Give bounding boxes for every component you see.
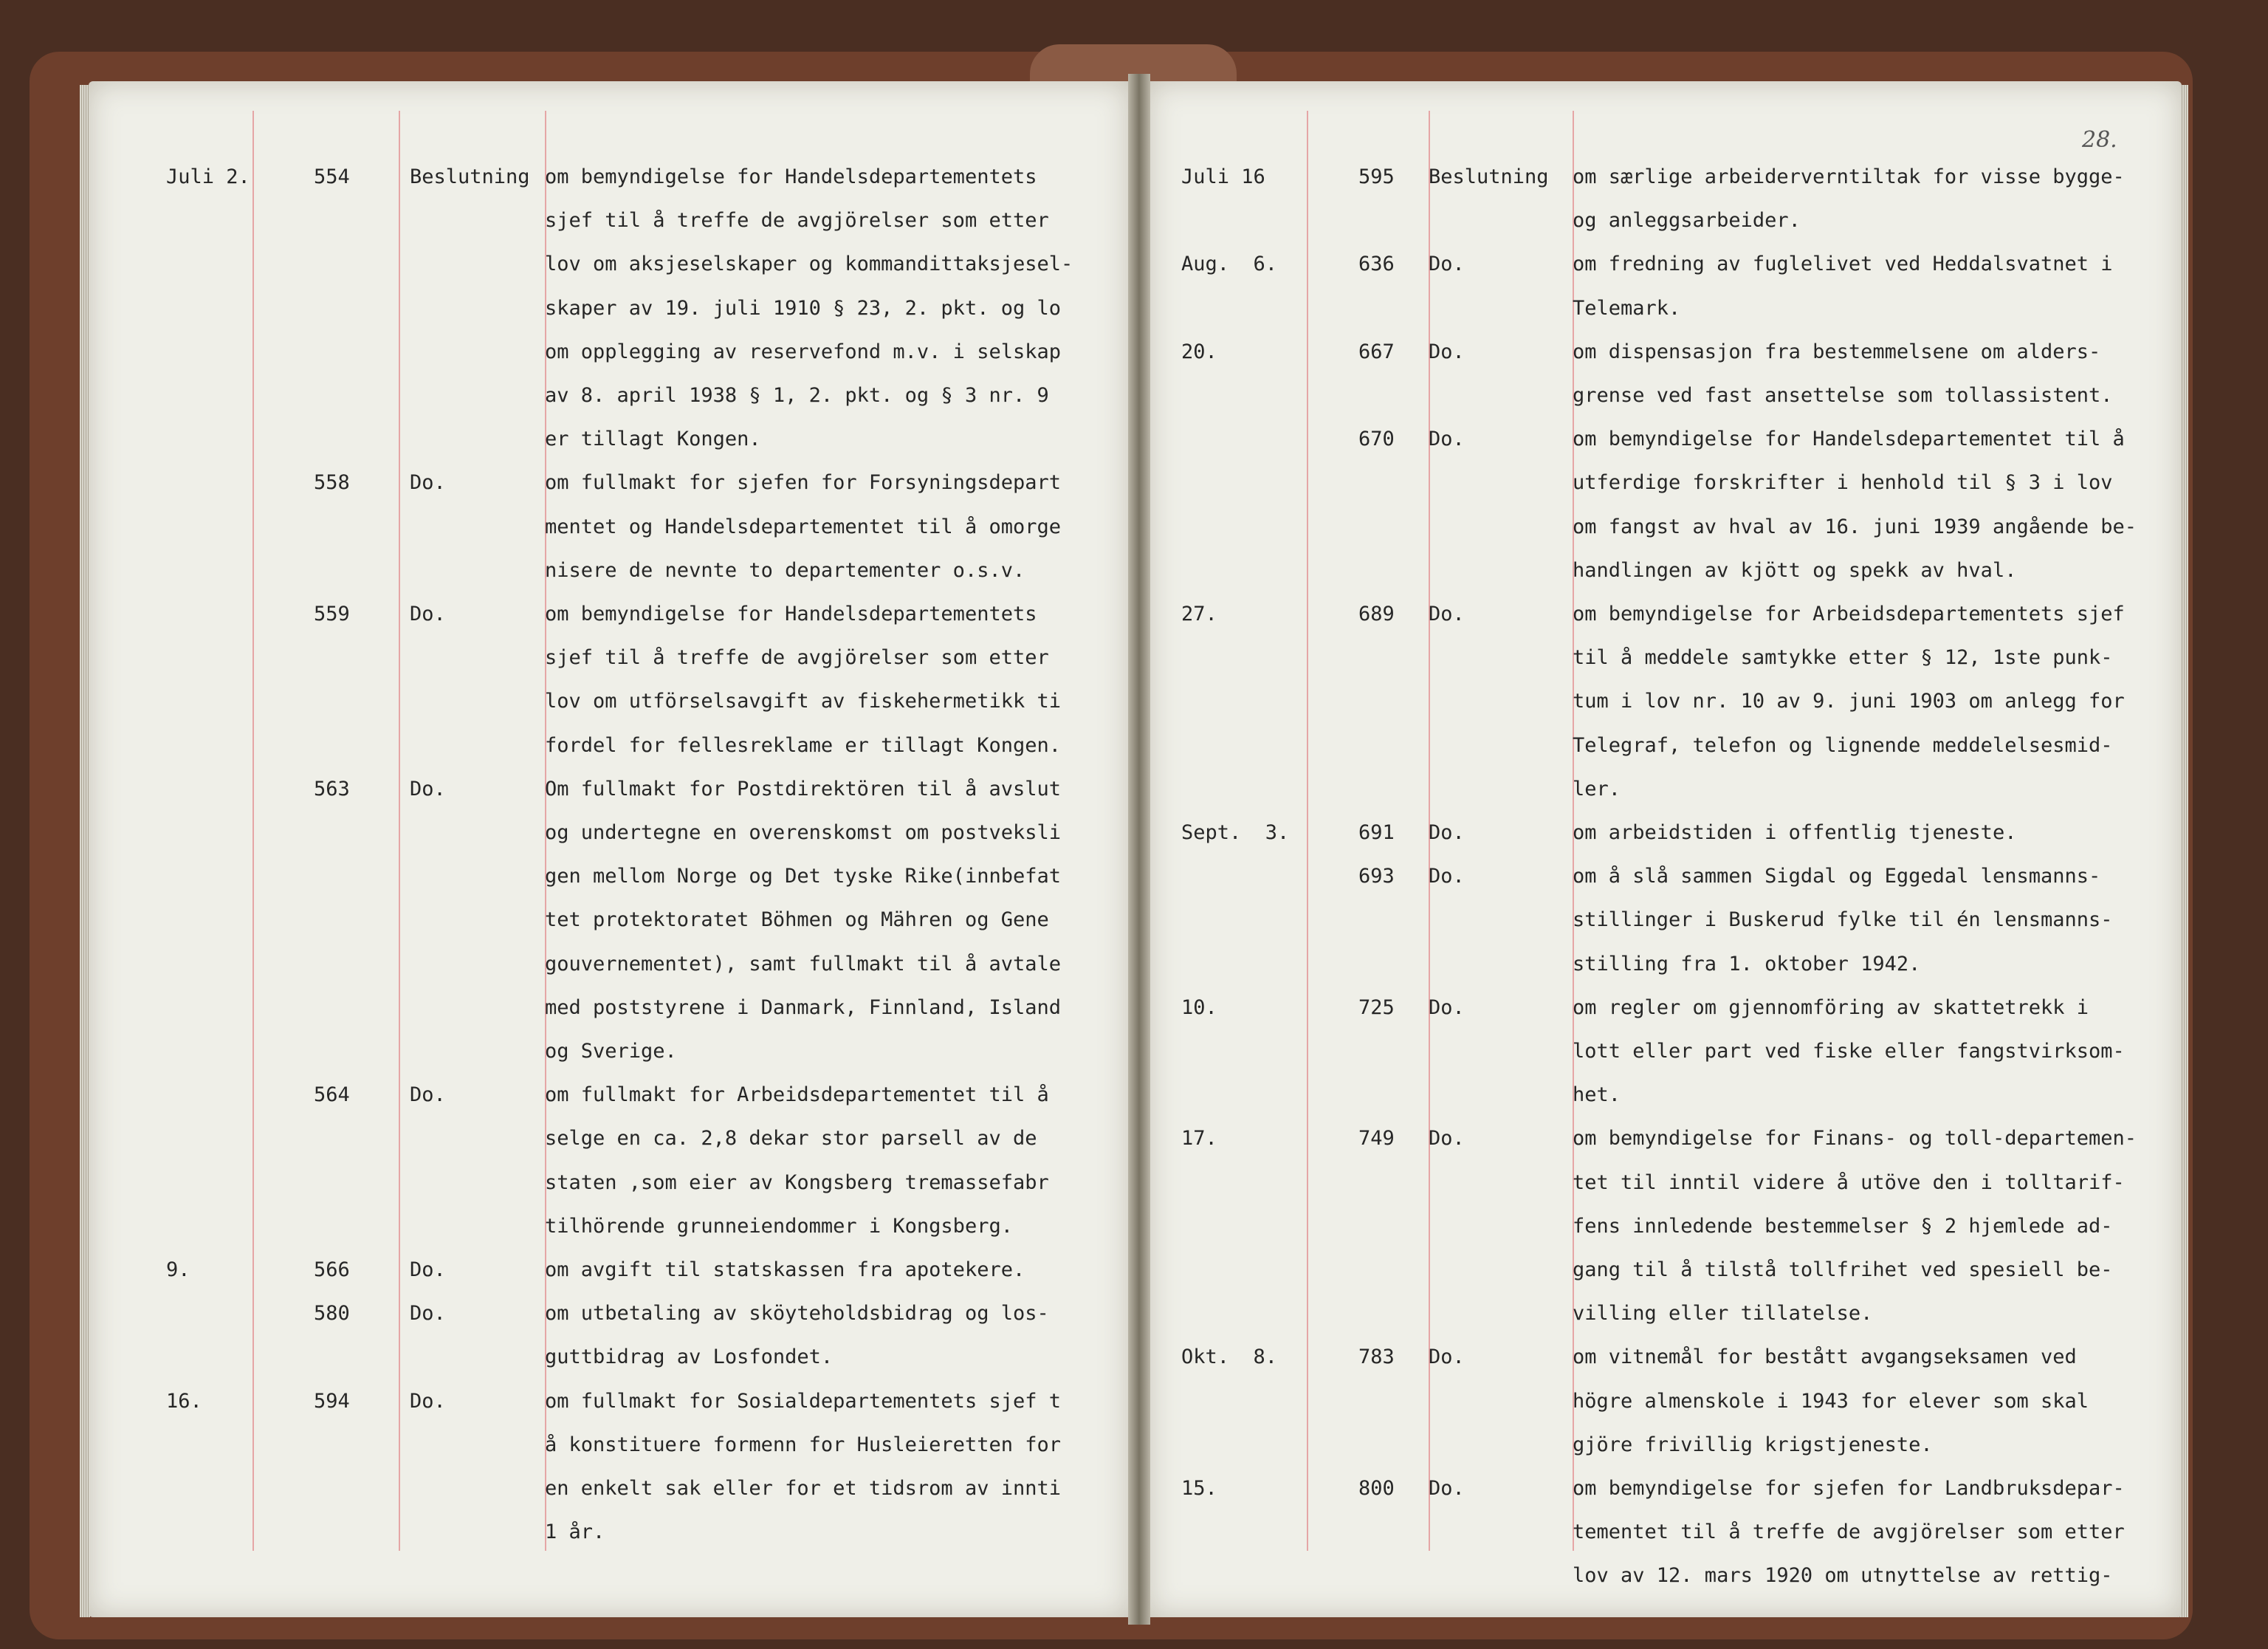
row-text: nisere de nevnte to departementer o.s.v.	[545, 558, 1025, 582]
row-type: Do.	[1429, 428, 1465, 451]
row-text: lov om utförselsavgift av fiskehermetikk ti	[545, 690, 1061, 713]
row-text: om opplegging av reservefond m.v. i selskap	[545, 340, 1061, 363]
row-text: Om fullmakt for Postdirektören til å avslut	[545, 777, 1061, 800]
row-number: 580	[314, 1302, 350, 1326]
row-text: tementet til å treffe de avgjörelser som etter	[1573, 1521, 2125, 1544]
book-gutter	[1128, 74, 1150, 1625]
page-number: 28.	[2082, 127, 2117, 153]
row-text: handlingen av kjött og spekk av hval.	[1573, 558, 2017, 582]
row-type: Do.	[1429, 253, 1465, 276]
row-date: 15.	[1181, 1477, 1217, 1500]
row-text: fens innledende bestemmelser § 2 hjemlede ad-	[1573, 1214, 2113, 1238]
row-date: 20.	[1181, 340, 1217, 363]
row-number: 691	[1358, 821, 1395, 844]
row-text: stilling fra 1. oktober 1942.	[1573, 952, 1921, 976]
row-text: om avgift til statskassen fra apotekere.	[545, 1258, 1025, 1281]
row-text: tet til inntil videre å utöve den i tolltarif-	[1573, 1170, 2125, 1194]
row-text: het.	[1573, 1083, 1621, 1107]
row-text: om bemyndigelse for Handelsdepartementets	[545, 165, 1037, 188]
row-text: tilhörende grunneiendommer i Kongsberg.	[545, 1214, 1013, 1238]
row-text: stillinger i Buskerud fylke til én lensmanns-	[1573, 908, 2113, 932]
row-type: Do.	[1429, 1127, 1465, 1151]
row-text: og Sverige.	[545, 1040, 677, 1063]
row-text: gen mellom Norge og Det tyske Rike(innbefat	[545, 865, 1061, 888]
row-date: 16.	[166, 1389, 202, 1413]
row-text: med poststyrene i Danmark, Finnland, Island	[545, 995, 1061, 1019]
row-text: om fangst av hval av 16. juni 1939 angående be-	[1573, 515, 2137, 538]
row-text: 1 år.	[545, 1521, 605, 1544]
row-text: ler.	[1573, 777, 1621, 800]
row-text: högre almenskole i 1943 for elever som skal	[1573, 1389, 2089, 1413]
row-text: gang til å tilstå tollfrihet ved spesiell be-	[1573, 1258, 2113, 1281]
row-text: av 8. april 1938 § 1, 2. pkt. og § 3 nr. 9	[545, 384, 1049, 407]
row-text: Telemark.	[1573, 296, 1681, 320]
row-date: Sept. 3.	[1181, 821, 1290, 844]
row-number: 800	[1358, 1477, 1395, 1500]
row-number: 564	[314, 1083, 350, 1107]
row-number: 670	[1358, 428, 1395, 451]
row-text: er tillagt Kongen.	[545, 428, 761, 451]
row-number: 689	[1358, 603, 1395, 625]
row-text: om dispensasjon fra bestemmelsene om alders-	[1573, 340, 2101, 363]
row-text: og anleggsarbeider.	[1573, 209, 1801, 233]
left-margin-line-1	[252, 111, 254, 1551]
row-number: 725	[1358, 995, 1395, 1019]
row-text: lott eller part ved fiske eller fangstvirksom-	[1573, 1040, 2125, 1063]
row-date: Okt. 8.	[1181, 1345, 1278, 1369]
row-text: om bemyndigelse for sjefen for Landbruksdepar-	[1573, 1477, 2125, 1500]
row-text: om å slå sammen Sigdal og Eggedal lensmanns-	[1573, 865, 2101, 888]
row-number: 559	[314, 603, 350, 625]
row-date: 9.	[166, 1258, 190, 1281]
row-type: Do.	[1429, 821, 1465, 844]
row-text: en enkelt sak eller for et tidsrom av innti	[545, 1477, 1061, 1500]
row-type: Do.	[410, 471, 446, 495]
row-text: selge en ca. 2,8 dekar stor parsell av de	[545, 1127, 1037, 1151]
row-text: om fredning av fuglelivet ved Heddalsvatnet i	[1573, 253, 2113, 276]
row-date: Aug. 6.	[1181, 253, 1278, 276]
row-text: om bemyndigelse for Handelsdepartementet til å	[1573, 428, 2125, 451]
row-number: 595	[1358, 165, 1395, 188]
row-type: Do.	[410, 777, 446, 800]
row-text: Telegraf, telefon og lignende meddelelsesmid-	[1573, 733, 2113, 757]
row-number: 693	[1358, 865, 1395, 888]
row-text: om fullmakt for Arbeidsdepartementet til å	[545, 1083, 1049, 1107]
row-text: staten ,som eier av Kongsberg tremassefabr	[545, 1170, 1049, 1194]
row-number: 594	[314, 1389, 350, 1413]
row-text: tet protektoratet Böhmen og Mähren og Gene	[545, 908, 1049, 932]
row-type: Do.	[1429, 995, 1465, 1019]
row-text: om fullmakt for sjefen for Forsyningsdepart	[545, 471, 1061, 495]
row-text: å konstituere formenn for Husleieretten for	[545, 1433, 1061, 1456]
row-text: om bemyndigelse for Finans- og toll-departemen-	[1573, 1127, 2137, 1151]
row-type: Do.	[410, 603, 446, 625]
row-date: 17.	[1181, 1127, 1217, 1151]
row-type: Do.	[1429, 865, 1465, 888]
row-date: Juli 16	[1181, 165, 1265, 188]
row-text: lov av 12. mars 1920 om utnyttelse av rettig-	[1573, 1564, 2113, 1588]
row-text: om utbetaling av sköyteholdsbidrag og los-	[545, 1302, 1049, 1326]
row-text: gouvernementet), samt fullmakt til å avtale	[545, 952, 1061, 976]
row-text: om bemyndigelse for Arbeidsdepartementets sjef	[1573, 603, 2125, 625]
row-text: og undertegne en overenskomst om postveksli	[545, 821, 1061, 844]
row-text: utferdige forskrifter i henhold til § 3 i lov	[1573, 471, 2113, 495]
row-text: om arbeidstiden i offentlig tjeneste.	[1573, 821, 2017, 844]
row-text: fordel for fellesreklame er tillagt Kongen.	[545, 733, 1061, 757]
row-text: om regler om gjennomföring av skattetrekk i	[1573, 995, 2089, 1019]
row-type: Do.	[1429, 603, 1465, 625]
row-type: Beslutning	[1429, 165, 1549, 188]
row-date: Juli 2.	[166, 165, 250, 188]
row-type: Do.	[1429, 1477, 1465, 1500]
row-text: om bemyndigelse for Handelsdepartementets	[545, 603, 1037, 625]
row-type: Do.	[1429, 1345, 1465, 1369]
row-text: guttbidrag av Losfondet.	[545, 1345, 834, 1369]
row-text: om fullmakt for Sosialdepartementets sjef t	[545, 1389, 1061, 1413]
row-text: om særlige arbeiderverntiltak for visse bygge-	[1573, 165, 2125, 188]
row-text: tum i lov nr. 10 av 9. juni 1903 om anlegg for	[1573, 690, 2125, 713]
right-margin-line-1	[1307, 111, 1308, 1551]
row-text: skaper av 19. juli 1910 § 23, 2. pkt. og lo	[545, 296, 1061, 320]
row-type: Do.	[410, 1302, 446, 1326]
row-text: gjöre frivillig krigstjeneste.	[1573, 1433, 1933, 1456]
row-type: Do.	[1429, 340, 1465, 363]
row-text: sjef til å treffe de avgjörelser som etter	[545, 209, 1049, 233]
row-type: Beslutning	[410, 165, 530, 188]
row-text: grense ved fast ansettelse som tollassistent.	[1573, 384, 2113, 407]
row-number: 667	[1358, 340, 1395, 363]
row-type: Do.	[410, 1083, 446, 1107]
row-text: villing eller tillatelse.	[1573, 1302, 1873, 1326]
row-number: 566	[314, 1258, 350, 1281]
row-number: 636	[1358, 253, 1395, 276]
row-text: mentet og Handelsdepartementet til å omorge	[545, 515, 1061, 538]
row-text: lov om aksjeselskaper og kommandittaksjesel-	[545, 253, 1073, 276]
left-margin-line-2	[399, 111, 400, 1551]
row-number: 749	[1358, 1127, 1395, 1151]
row-number: 783	[1358, 1345, 1395, 1369]
row-type: Do.	[410, 1389, 446, 1413]
row-text: sjef til å treffe de avgjörelser som etter	[545, 646, 1049, 670]
row-date: 10.	[1181, 995, 1217, 1019]
row-number: 563	[314, 777, 350, 800]
row-text: om vitnemål for bestått avgangseksamen ved	[1573, 1345, 2077, 1369]
row-date: 27.	[1181, 603, 1217, 625]
row-number: 554	[314, 165, 350, 188]
row-type: Do.	[410, 1258, 446, 1281]
row-number: 558	[314, 471, 350, 495]
row-text: til å meddele samtykke etter § 12, 1ste punk-	[1573, 646, 2113, 670]
